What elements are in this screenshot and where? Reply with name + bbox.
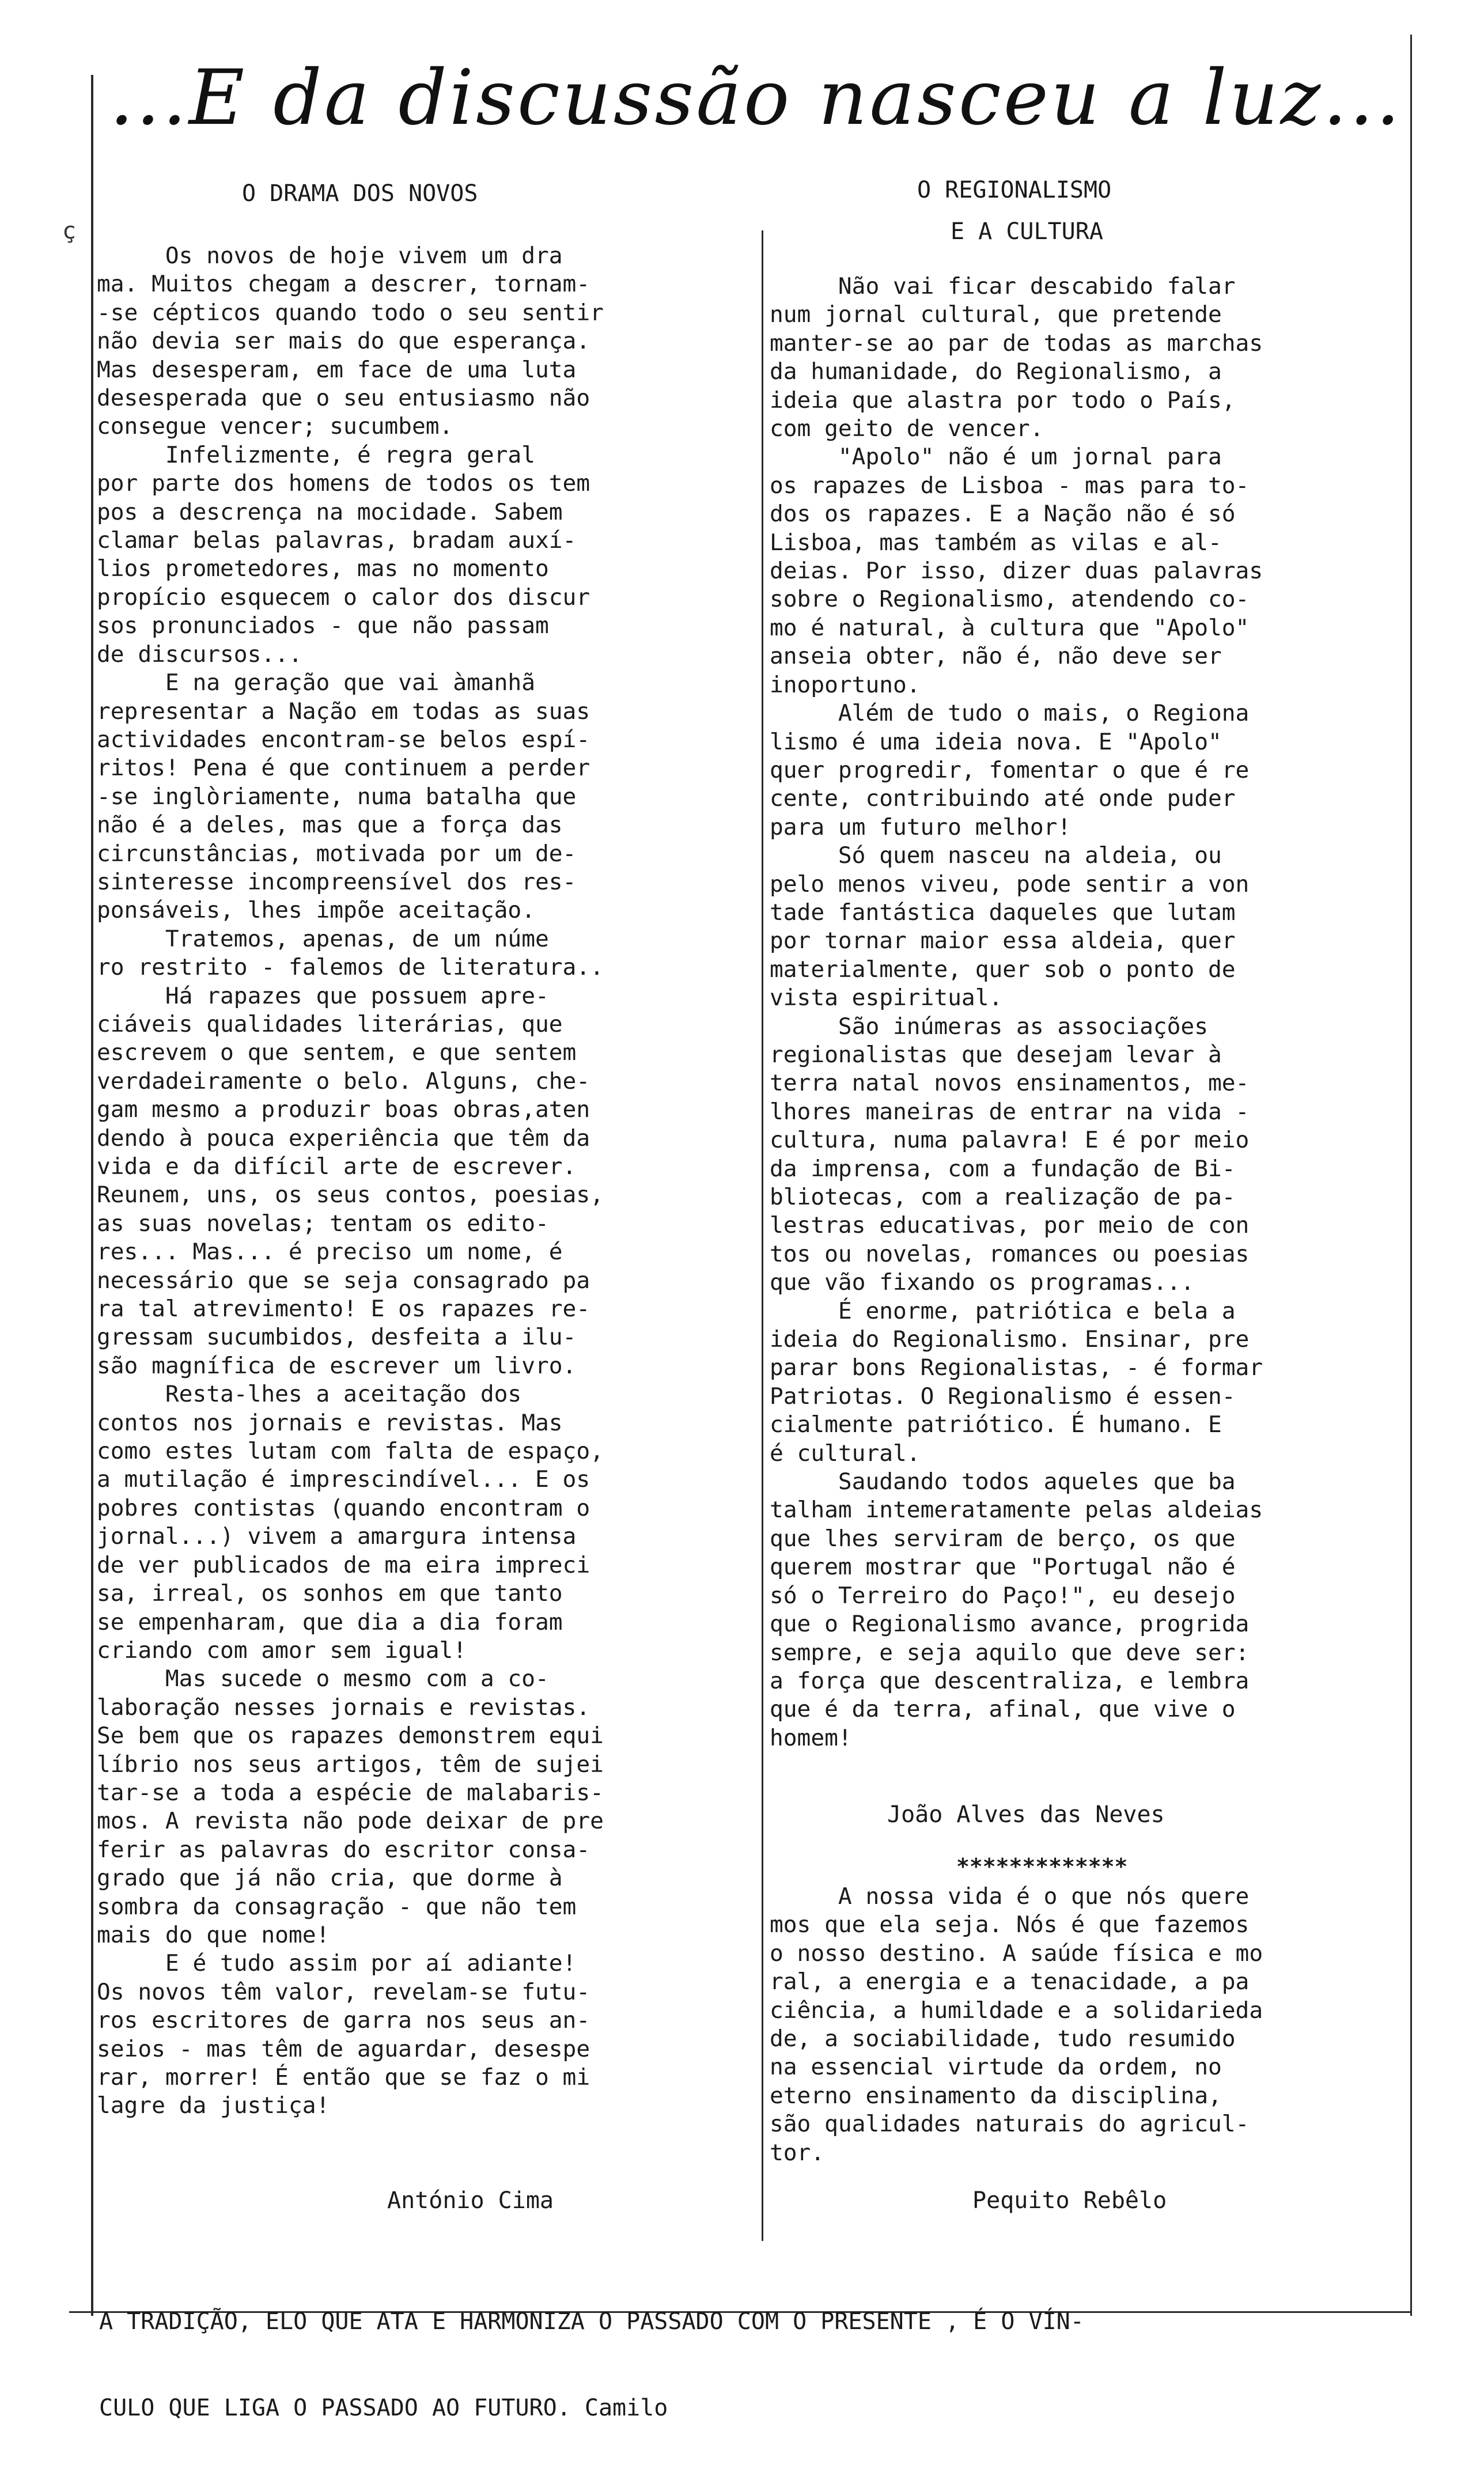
left-article-line: Mas desesperam, em face de uma luta [97, 356, 577, 383]
right-second-line: de, a sociabilidade, tudo resumido [770, 2025, 1236, 2053]
left-article-line: sinteresse incompreensível dos res- [97, 868, 577, 895]
right-second-line: A nossa vida é o que nós quere [770, 1883, 1250, 1910]
right-article-line: é cultural. [770, 1440, 921, 1467]
right-article-line: terra natal novos ensinamentos, me- [770, 1070, 1250, 1097]
right-article-line: deias. Por isso, dizer duas palavras [770, 558, 1263, 585]
left-margin-rule [91, 75, 93, 2316]
left-article-line: Há rapazes que possuem apre- [97, 982, 549, 1009]
left-article-line: ma. Muitos chegam a descrer, tornam- [97, 271, 590, 298]
left-article-line: ciáveis qualidades literárias, que [97, 1010, 563, 1038]
right-article-line: Saudando todos aqueles que ba [770, 1468, 1236, 1495]
margin-mark: ç [62, 218, 77, 244]
left-article-line: de ver publicados de ma eira impreci [97, 1551, 590, 1578]
left-article-line: Os novos de hoje vivem um dra [97, 243, 563, 269]
right-article-line: ideia que alastra por todo o País, [770, 387, 1236, 414]
left-article-line: ferir as palavras do escritor consa- [97, 1836, 590, 1863]
right-article-line: lismo é uma ideia nova. E "Apolo" [770, 728, 1222, 755]
right-article-line: cultura, numa palavra! E é por meio [770, 1127, 1250, 1154]
left-article-line: por parte dos homens de todos os tem [97, 470, 590, 497]
left-article-line: necessário que se seja consagrado pa [97, 1267, 590, 1294]
right-article-title-line2: E A CULTURA [951, 218, 1103, 245]
right-second-line: na essencial virtude da ordem, no [770, 2054, 1222, 2081]
column-divider-rule [762, 230, 763, 2241]
left-article-title: O DRAMA DOS NOVOS [242, 180, 478, 207]
right-second-line: ciência, a humildade e a solidarieda [770, 1997, 1263, 2024]
left-article-line: verdadeiramente o belo. Alguns, che- [97, 1067, 590, 1095]
right-article-line: que vão fixando os programas... [770, 1269, 1195, 1296]
left-article-line: ro restrito - falemos de literatura.. [97, 954, 604, 981]
right-article-line: regionalistas que desejam levar à [770, 1041, 1222, 1068]
left-article-line: líbrio nos seus artigos, têm de sujei [97, 1751, 604, 1778]
right-article-line: parar bons Regionalistas, - é formar [770, 1354, 1263, 1381]
right-article-line: a força que descentraliza, e lembra [770, 1667, 1250, 1694]
right-article-line: É enorme, patriótica e bela a [770, 1297, 1236, 1324]
right-article-line: tade fantástica daqueles que lutam [770, 899, 1236, 926]
left-article-line: laboração nesses jornais e revistas. [97, 1694, 590, 1721]
right-article-line: só o Terreiro do Paço!", eu desejo [770, 1582, 1236, 1609]
left-article-line: rar, morrer! É então que se faz o mi [97, 2064, 590, 2091]
right-article-line: que lhes serviram de berço, os que [770, 1525, 1236, 1552]
left-article-line: Tratemos, apenas, de um núme [97, 925, 549, 952]
left-article-line: res... Mas... é preciso um nome, é [97, 1239, 563, 1266]
left-article-line: mais do que nome! [97, 1921, 330, 1948]
right-article-line: com geito de vencer. [770, 415, 1044, 442]
left-article-line: Mas sucede o mesmo com a co- [97, 1665, 549, 1693]
left-article-line: grado que já não cria, que dorme à [97, 1865, 563, 1892]
left-article-line: consegue vencer; sucumbem. [97, 413, 453, 440]
left-article-line: jornal...) vivem a amargura intensa [97, 1523, 577, 1550]
right-article-line: cente, contribuindo até onde puder [770, 785, 1236, 812]
right-article-line: quer progredir, fomentar o que é re [770, 756, 1250, 783]
left-article-line: mos. A revista não pode deixar de pre [97, 1808, 604, 1835]
right-article-line: querem mostrar que "Portugal não é [770, 1554, 1236, 1581]
right-article-line: Além de tudo o mais, o Regiona [770, 700, 1250, 727]
right-article-line: Não vai ficar descabido falar [770, 273, 1236, 300]
left-article-line: vida e da difícil arte de escrever. [97, 1153, 577, 1180]
right-article-line: inoportuno. [770, 671, 921, 698]
right-second-line: o nosso destino. A saúde física e mo [770, 1940, 1263, 1967]
right-article-line: por tornar maior essa aldeia, quer [770, 927, 1236, 955]
right-article-line: vista espiritual. [770, 985, 1003, 1012]
left-article-line: contos nos jornais e revistas. Mas [97, 1409, 563, 1436]
right-article-author: João Alves das Neves [887, 1801, 1165, 1828]
right-article-line: bliotecas, com a realização de pa- [770, 1184, 1236, 1210]
left-article-line: Se bem que os rapazes demonstrem equi [97, 1722, 604, 1750]
right-article-line: sempre, e seja aquilo que deve ser: [770, 1639, 1250, 1666]
right-article-line: Só quem nasceu na aldeia, ou [770, 842, 1222, 869]
left-article-line: lagre da justiça! [97, 2092, 330, 2119]
right-article-line: Lisboa, mas também as vilas e al- [770, 529, 1222, 556]
right-article-line: ideia do Regionalismo. Ensinar, pre [770, 1326, 1250, 1353]
right-article-line: tos ou novelas, romances ou poesias [770, 1240, 1250, 1267]
right-article-line: lhores maneiras de entrar na vida - [770, 1098, 1250, 1125]
right-second-line: ral, a energia e a tenacidade, a pa [770, 1968, 1250, 1996]
right-article-line: São inúmeras as associações [770, 1013, 1208, 1040]
right-article-line: "Apolo" não é um jornal para [770, 444, 1222, 471]
left-article-line: ritos! Pena é que continuem a perder [97, 755, 590, 782]
left-article-line: Os novos têm valor, revelam-se futu- [97, 1978, 590, 2005]
left-article-line: circunstâncias, motivada por um de- [97, 840, 577, 867]
right-article-line: que é da terra, afinal, que vive o [770, 1696, 1236, 1723]
left-article-line: seios - mas têm de aguardar, desespe [97, 2035, 590, 2062]
right-article-line: da humanidade, do Regionalismo, a [770, 358, 1222, 385]
left-article-line: ra tal atrevimento! E os rapazes re- [97, 1296, 590, 1323]
left-article-line: sos pronunciados - que não passam [97, 612, 549, 639]
right-second-line: mos que ela seja. Nós é que fazemos [770, 1911, 1250, 1938]
left-article-line: são magnífica de escrever um livro. [97, 1352, 577, 1379]
left-article-line: sombra da consagração - que não tem [97, 1893, 577, 1920]
left-article-line: criando com amor sem igual! [97, 1637, 467, 1664]
right-article-line: pelo menos viveu, pode sentir a von [770, 870, 1250, 898]
left-article-line: pos a descrença na mocidade. Sabem [97, 498, 563, 525]
headline: ...E da discussão nasceu a luz... [109, 54, 1403, 142]
left-article-line: Reunem, uns, os seus contos, poesias, [97, 1182, 604, 1209]
right-article-line: dos os rapazes. E a Nação não é só [770, 501, 1236, 528]
left-article-line: E na geração que vai àmanhã [97, 669, 535, 696]
left-article-line: clamar belas palavras, bradam auxí- [97, 527, 577, 554]
left-article-line: desesperada que o seu entusiasmo não [97, 385, 590, 412]
right-article-line: da imprensa, com a fundação de Bi- [770, 1155, 1236, 1182]
left-article-line: sa, irreal, os sonhos em que tanto [97, 1580, 563, 1607]
right-article-line: manter-se ao par de todas as marchas [770, 330, 1263, 357]
left-article-line: -se cépticos quando todo o seu sentir [97, 299, 604, 326]
left-article-line: de discursos... [97, 641, 302, 668]
left-article-line: a mutilação é imprescindível... E os [97, 1466, 590, 1493]
left-article-line: E é tudo assim por aí adiante! [97, 1950, 577, 1977]
left-article-line: como estes lutam com falta de espaço, [97, 1438, 604, 1465]
right-article-line: Patriotas. O Regionalismo é essen- [770, 1383, 1236, 1410]
left-article-line: Infelizmente, é regra geral [97, 441, 535, 468]
right-article-title-line1: O REGIONALISMO [917, 177, 1112, 203]
left-article-line: lios prometedores, mas no momento [97, 555, 549, 582]
left-article-line: -se inglòriamente, numa batalha que [97, 783, 577, 810]
right-second-line: eterno ensinamento da disciplina, [770, 2082, 1222, 2109]
left-article-body [97, 242, 754, 2121]
left-article-line: não é a deles, mas que a força das [97, 812, 563, 839]
left-article-line: ponsáveis, lhes impõe aceitação. [97, 897, 535, 924]
left-article-line: gressam sucumbidos, desfeita a ilu- [97, 1324, 577, 1351]
left-article-line: representar a Nação em todas as suas [97, 698, 590, 725]
left-article-line: as suas novelas; tentam os edito- [97, 1210, 549, 1237]
right-article-line: num jornal cultural, que pretende [770, 301, 1222, 328]
left-article-line: ros escritores de garra nos seus an- [97, 2007, 590, 2034]
right-second-author: Pequito Rebêlo [972, 2187, 1167, 2214]
right-article-body [770, 272, 1415, 1752]
left-article-author: António Cima [387, 2187, 554, 2214]
left-article-line: dendo à pouca experiência que têm da [97, 1124, 590, 1152]
right-article-line: sobre o Regionalismo, atendendo co- [770, 586, 1250, 613]
footer-quote [99, 2250, 1084, 2480]
footer-quote-line1: A TRADIÇÃO, ELO QUE ATA E HARMONIZA O PASSADO COM O PRESENTE , É O VÍN- [99, 2308, 1084, 2335]
left-article-line: gam mesmo a produzir boas obras,aten [97, 1096, 590, 1123]
footer-quote-line2: CULO QUE LIGA O PASSADO AO FUTURO. Camilo [99, 2395, 668, 2421]
right-second-line: são qualidades naturais do agricul- [770, 2111, 1250, 2138]
right-article-line: os rapazes de Lisboa - mas para to- [770, 472, 1250, 499]
separator-stars: ************* [956, 1854, 1128, 1879]
right-second-line: tor. [770, 2139, 825, 2166]
right-article-line: mo é natural, à cultura que "Apolo" [770, 614, 1250, 641]
right-article-line: talham intemeratamente pelas aldeias [770, 1497, 1263, 1524]
right-article-line: homem! [770, 1724, 852, 1751]
left-article-line: pobres contistas (quando encontram o [97, 1494, 590, 1521]
right-second-body [770, 1883, 1415, 2167]
right-article-line: anseia obter, não é, não deve ser [770, 643, 1222, 670]
left-article-line: propício esquecem o calor dos discur [97, 584, 590, 611]
right-article-line: materialmente, quer sob o ponto de [770, 956, 1236, 983]
right-article-line: que o Regionalismo avance, progrida [770, 1611, 1250, 1638]
left-article-line: tar-se a toda a espécie de malabaris- [97, 1779, 604, 1806]
right-article-line: cialmente patriótico. É humano. E [770, 1411, 1222, 1438]
left-article-line: actividades encontram-se belos espí- [97, 726, 590, 753]
left-article-line: se empenharam, que dia a dia foram [97, 1608, 563, 1635]
left-article-line: não devia ser mais do que esperança. [97, 328, 590, 355]
left-article-line: Resta-lhes a aceitação dos [97, 1381, 522, 1408]
right-article-line: para um futuro melhor! [770, 813, 1072, 840]
right-article-line: lestras educativas, por meio de con [770, 1212, 1250, 1239]
left-article-line: escrevem o que sentem, e que sentem [97, 1039, 577, 1066]
